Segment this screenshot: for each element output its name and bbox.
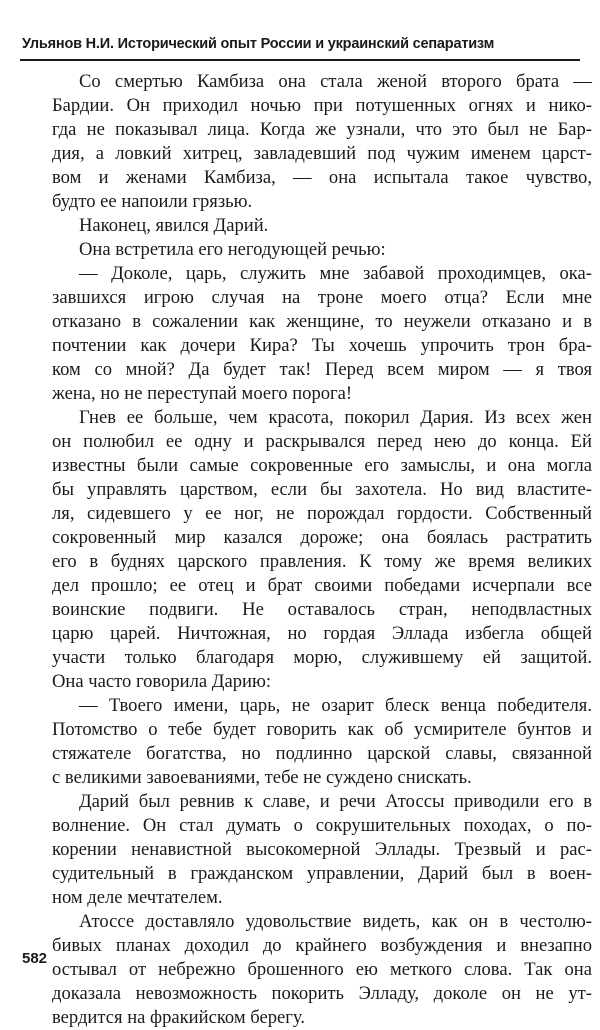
paragraph — [52, 910, 592, 1030]
paragraph — [52, 70, 592, 214]
text-line: почтении как дочери Кира? Ты хочешь упрочить трон бра- — [52, 335, 592, 356]
paragraph — [52, 694, 592, 790]
text-line: ком со мной? Да будет так! Перед всем миром — я твоя — [52, 359, 592, 380]
text-line: Гнев ее больше, чем красота, покорил Дария. Из всех жен — [79, 407, 592, 428]
text-line: Атоссе доставляло удовольствие видеть, как он в честолю- — [79, 911, 592, 932]
paragraph — [52, 214, 592, 238]
text-line: Потомство о тебе будет говорить как об усмирителе бунтов и — [52, 719, 592, 740]
paragraph — [52, 790, 592, 910]
text-line: вом и женами Камбиза, — она испытала такое чувство, — [52, 167, 592, 188]
text-line: воинские подвиги. Не оставалось стран, неподвластных — [52, 599, 592, 620]
text-line: Она часто говорила Дарию: — [52, 671, 272, 692]
text-line: — Доколе, царь, служить мне забавой проходимцев, ока- — [79, 263, 592, 284]
text-line: волнение. Он стал думать о сокрушительных походах, о по- — [52, 815, 592, 836]
text-line: гда не показывал лица. Когда же узнали, что это был не Бар- — [52, 119, 592, 140]
header-rule — [20, 59, 580, 61]
text-line: дия, а ловкий хитрец, завладевший под чужим именем царст- — [52, 143, 592, 164]
running-head: Ульянов Н.И. Исторический опыт России и украинский сепаратизм — [22, 36, 495, 52]
paragraph — [52, 262, 592, 406]
text-line: дел прошло; ее отец и брат своими победами исчерпали все — [52, 575, 592, 596]
text-line: отказано в сожалении как женщине, то неужели отказано и в — [52, 311, 592, 332]
text-line: Бардии. Он приходил ночью при потушенных огнях и нико- — [52, 95, 592, 116]
text-line: Наконец, явился Дарий. — [79, 215, 269, 236]
text-line: с великими завоеваниями, тебе не суждено снискать. — [52, 767, 472, 788]
text-line: бы управлять царством, если бы захотела. Но вид властите- — [52, 479, 592, 500]
text-line: участи только благодаря морю, служившему ей защитой. — [52, 647, 592, 668]
body-text — [52, 70, 592, 1030]
text-line: судительный в гражданском управлении, Дарий был в воен- — [52, 863, 592, 884]
text-line: остывал от небрежно брошенного ею меткого слова. Так она — [52, 959, 592, 980]
text-line: корении ненавистной высокомерной Эллады. Трезвый и рас- — [52, 839, 592, 860]
paragraph — [52, 406, 592, 694]
page-number: 582 — [22, 950, 48, 967]
text-line: он полюбил ее одну и раскрывался перед нею до конца. Ей — [52, 431, 592, 452]
text-line: царю царей. Ничтожная, но гордая Эллада избегла общей — [52, 623, 592, 644]
text-line: Со смертью Камбиза она стала женой второго брата — — [79, 71, 592, 92]
text-line: сокровенный мир казался дороже; она боялась растратить — [52, 527, 592, 548]
text-line: его в буднях царского правления. К тому же время великих — [52, 551, 592, 572]
text-line: известны были самые сокровенные его замыслы, и она могла — [52, 455, 592, 476]
text-line: ном деле мечтателем. — [52, 887, 223, 908]
text-line: доказала невозможность покорить Элладу, доколе он не ут- — [52, 983, 592, 1004]
text-line: завшихся игрою случая на троне моего отца? Если мне — [52, 287, 592, 308]
text-line: Она встретила его негодующей речью: — [79, 239, 386, 260]
paragraph — [52, 238, 592, 262]
text-line: стяжателе богатства, но подлинно царской славы, связанной — [52, 743, 592, 764]
text-line: бивых планах доходил до крайнего возбуждения и внезапно — [52, 935, 592, 956]
text-line: жена, но не переступай моего порога! — [52, 383, 353, 404]
text-line: вердится на фракийском берегу. — [52, 1007, 306, 1028]
text-line: будто ее напоили грязью. — [52, 191, 253, 212]
text-line: Дарий был ревнив к славе, и речи Атоссы приводили его в — [79, 791, 592, 812]
text-line: ля, сидевшего у ее ног, не порождал гордости. Собственный — [52, 503, 592, 524]
text-line: — Твоего имени, царь, не озарит блеск венца победителя. — [79, 695, 592, 716]
